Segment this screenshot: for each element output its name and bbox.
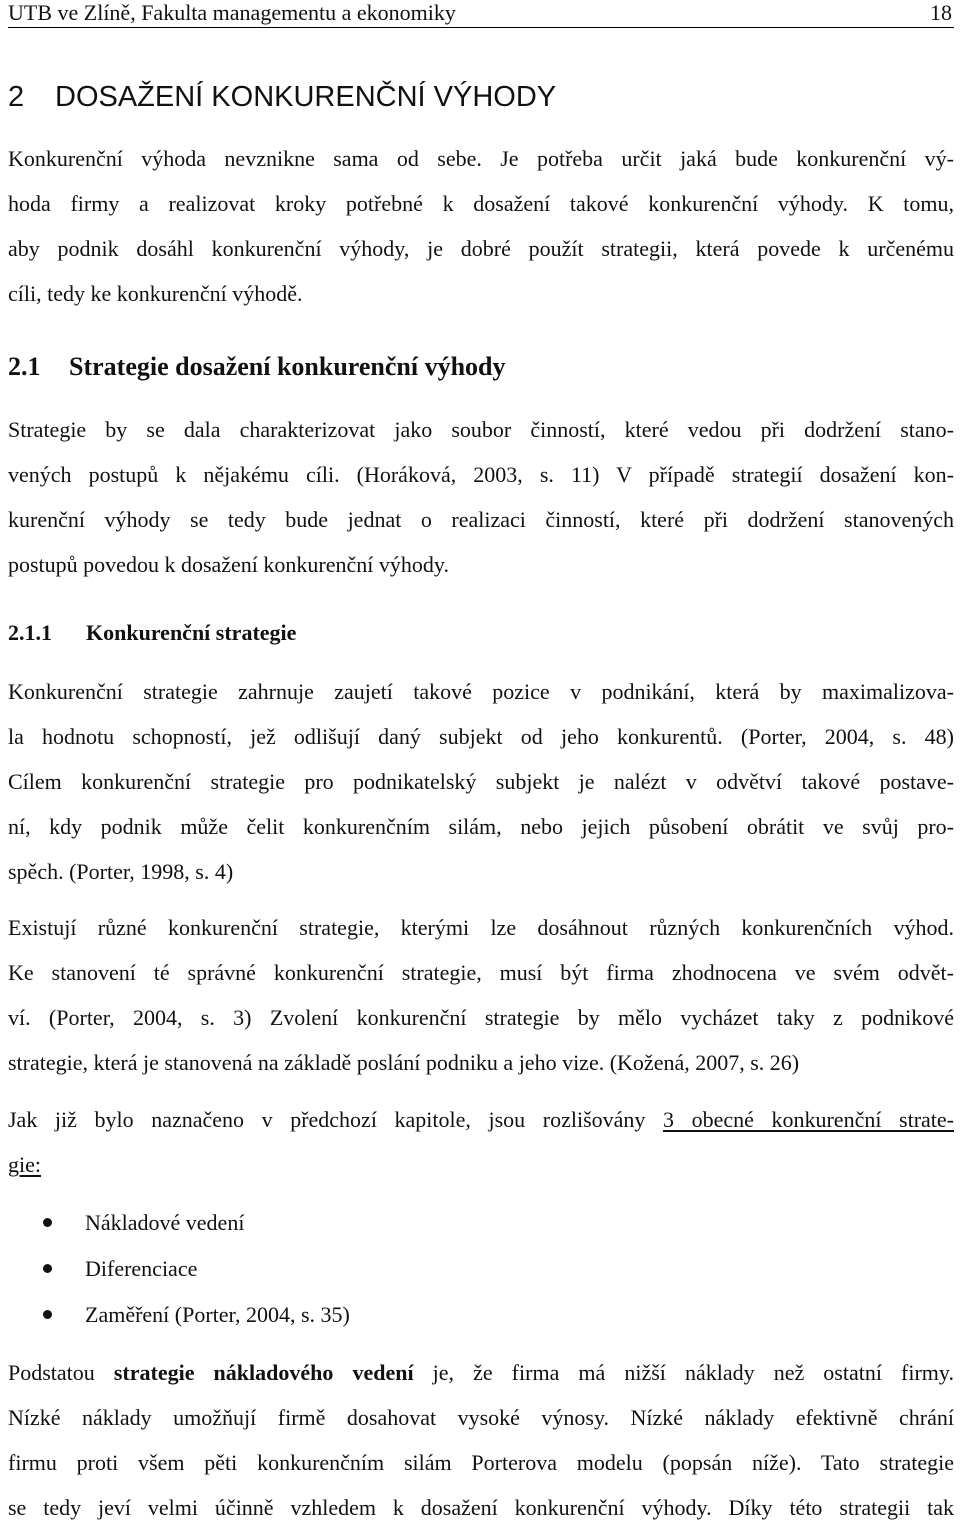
bullet-icon <box>43 1218 52 1227</box>
text-run: Podstatou <box>8 1360 114 1385</box>
bullet-icon <box>43 1310 52 1319</box>
paragraph-line: Konkurenční strategie zahrnuje zaujetí takové pozice v podnikání, která by maximalizova- <box>8 679 954 704</box>
paragraph-line: Strategie by se dala charakterizovat jako soubor činností, které vedou při dodržení stano- <box>8 417 954 442</box>
paragraph-line: Konkurenční výhoda nevznikne sama od sebe. Je potřeba určit jaká bude konkurenční vý- <box>8 146 954 171</box>
paragraph-line: la hodnotu schopností, jež odlišují daný subjekt od jeho konkurentů. (Porter, 2004, s. 48) <box>8 724 954 749</box>
underlined-text: gie: <box>8 1152 41 1177</box>
subsection-title: Konkurenční strategie <box>86 620 297 645</box>
text-run: je, že firma má nižší náklady než ostatní firmy. <box>413 1360 954 1385</box>
paragraph-line: firmu proti všem pěti konkurenčním silám Porterova modelu (popsán níže). Tato strategie <box>8 1450 954 1475</box>
paragraph-line: hoda firmy a realizovat kroky potřebné k dosažení takové konkurenční výhody. K tomu, <box>8 191 954 216</box>
list-item-text: Diferenciace <box>85 1256 198 1281</box>
header-institution: UTB ve Zlíně, Fakulta managementu a ekonomiky <box>8 0 456 25</box>
bullet-icon <box>43 1264 52 1273</box>
paragraph-line <box>8 1107 954 1133</box>
paragraph-line: Nízké náklady umožňují firmě dosahovat vysoké výnosy. Nízké náklady efektivně chrání <box>8 1405 954 1430</box>
paragraph-line: ví. (Porter, 2004, s. 3) Zvolení konkurenční strategie by mělo vycházet taky z podnikové <box>8 1005 954 1030</box>
section-heading <box>8 352 954 382</box>
subsection-heading <box>8 620 954 646</box>
paragraph-line: kurenční výhody se tedy bude jednat o realizaci činností, které při dodržení stanovených <box>8 507 954 532</box>
list-item <box>8 1210 948 1236</box>
list-item-text: Nákladové vedení <box>85 1210 245 1235</box>
paragraph-line: ní, kdy podnik může čelit konkurenčním silám, nebo jejich působení obrátit ve svůj pro- <box>8 814 954 839</box>
paragraph-line: strategie, která je stanovená na základě poslání podniku a jeho vize. (Kožená, 2007, s. 26) <box>8 1050 800 1075</box>
section-title: Strategie dosažení konkurenční výhody <box>69 352 506 381</box>
paragraph-line: spěch. (Porter, 1998, s. 4) <box>8 859 234 884</box>
running-header <box>8 0 954 28</box>
paragraph-line: cíli, tedy ke konkurenční výhodě. <box>8 281 303 306</box>
paragraph-line: Existují různé konkurenční strategie, kterými lze dosáhnout různých konkurenčních výhod. <box>8 915 954 940</box>
bold-term: strategie nákladového vedení <box>113 1360 414 1385</box>
list-item <box>8 1302 948 1328</box>
paragraph-line: aby podnik dosáhl konkurenční výhody, je dobré použít strategii, která povede k určenému <box>8 236 954 261</box>
chapter-title: DOSAŽENÍ KONKURENČNÍ VÝHODY <box>55 81 557 113</box>
text-run: Jak již bylo naznačeno v předchozí kapitole, jsou rozlišovány <box>8 1107 663 1132</box>
page-number: 18 <box>930 0 952 25</box>
section-number: 2.1 <box>8 352 41 381</box>
paragraph-line <box>8 1152 954 1178</box>
underlined-text: 3 obecné konkurenční strate- <box>663 1107 955 1132</box>
paragraph-line: postupů povedou k dosažení konkurenční výhody. <box>8 552 449 577</box>
chapter-number: 2 <box>8 81 25 113</box>
paragraph-line: Ke stanovení té správné konkurenční strategie, musí být firma zhodnocena ve svém odvět- <box>8 960 954 985</box>
paragraph-line: Cílem konkurenční strategie pro podnikatelský subjekt je nalézt v odvětví takové postave- <box>8 769 954 794</box>
paragraph-line: vených postupů k nějakému cíli. (Horáková, 2003, s. 11) V případě strategií dosažení kon- <box>8 462 954 487</box>
list-item <box>8 1256 948 1282</box>
subsection-number: 2.1.1 <box>8 620 52 645</box>
paragraph-line: se tedy jeví velmi účinně vzhledem k dosažení konkurenční výhody. Díky této strategii tak <box>8 1495 954 1520</box>
paragraph-line <box>8 1360 954 1386</box>
chapter-heading <box>8 80 954 114</box>
list-item-text: Zaměření (Porter, 2004, s. 35) <box>85 1302 350 1327</box>
